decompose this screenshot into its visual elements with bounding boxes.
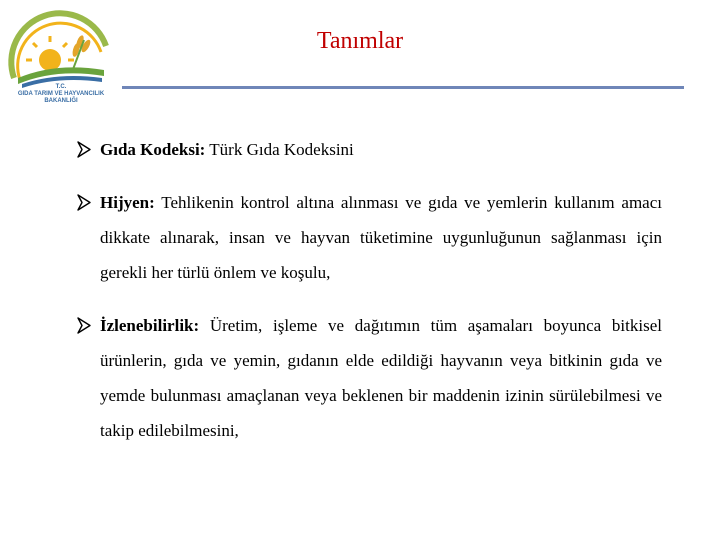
- definition-term: İzlenebilirlik:: [100, 316, 200, 335]
- definition-term: Gıda Kodeksi:: [100, 140, 206, 159]
- definition-item: [76, 132, 662, 167]
- arrow-bullet-icon: [76, 185, 94, 232]
- ministry-logo: [6, 6, 116, 116]
- title-divider: [122, 86, 684, 89]
- definition-item: [76, 185, 662, 290]
- logo-line-1: T.C.: [55, 84, 67, 90]
- definition-text: Türk Gıda Kodeksini: [205, 140, 354, 159]
- definition-text: Üretim, işleme ve dağıtımın tüm aşamaları boyunca bitkisel ürünlerin, gıda ve yemin, gıdanın elde edildiği hayvanın veya bitkinin gıda ve yemde bulunması amaçlanan veya beklenen bir maddenin izinin sürülebilmesi ve takip edilebilmesini,: [100, 316, 662, 440]
- page-title: Tanımlar: [316, 28, 404, 54]
- definition-text: Tehlikenin kontrol altına alınması ve gıda ve yemlerin kullanım amacı dikkate alınarak, insan ve hayvan tüketimine uygunluğunun sağlanması için gerekli her türlü önlem ve koşulu,: [100, 193, 662, 282]
- definition-term: Hijyen:: [100, 193, 155, 212]
- definitions-list: [76, 132, 662, 466]
- arrow-bullet-icon: [76, 308, 94, 355]
- logo-line-2: GIDA TARIM VE HAYVANCILIK: [17, 91, 105, 97]
- arrow-bullet-icon: [76, 132, 94, 179]
- logo-line-3: BAKANLIĞI: [44, 98, 78, 104]
- definition-item: [76, 308, 662, 448]
